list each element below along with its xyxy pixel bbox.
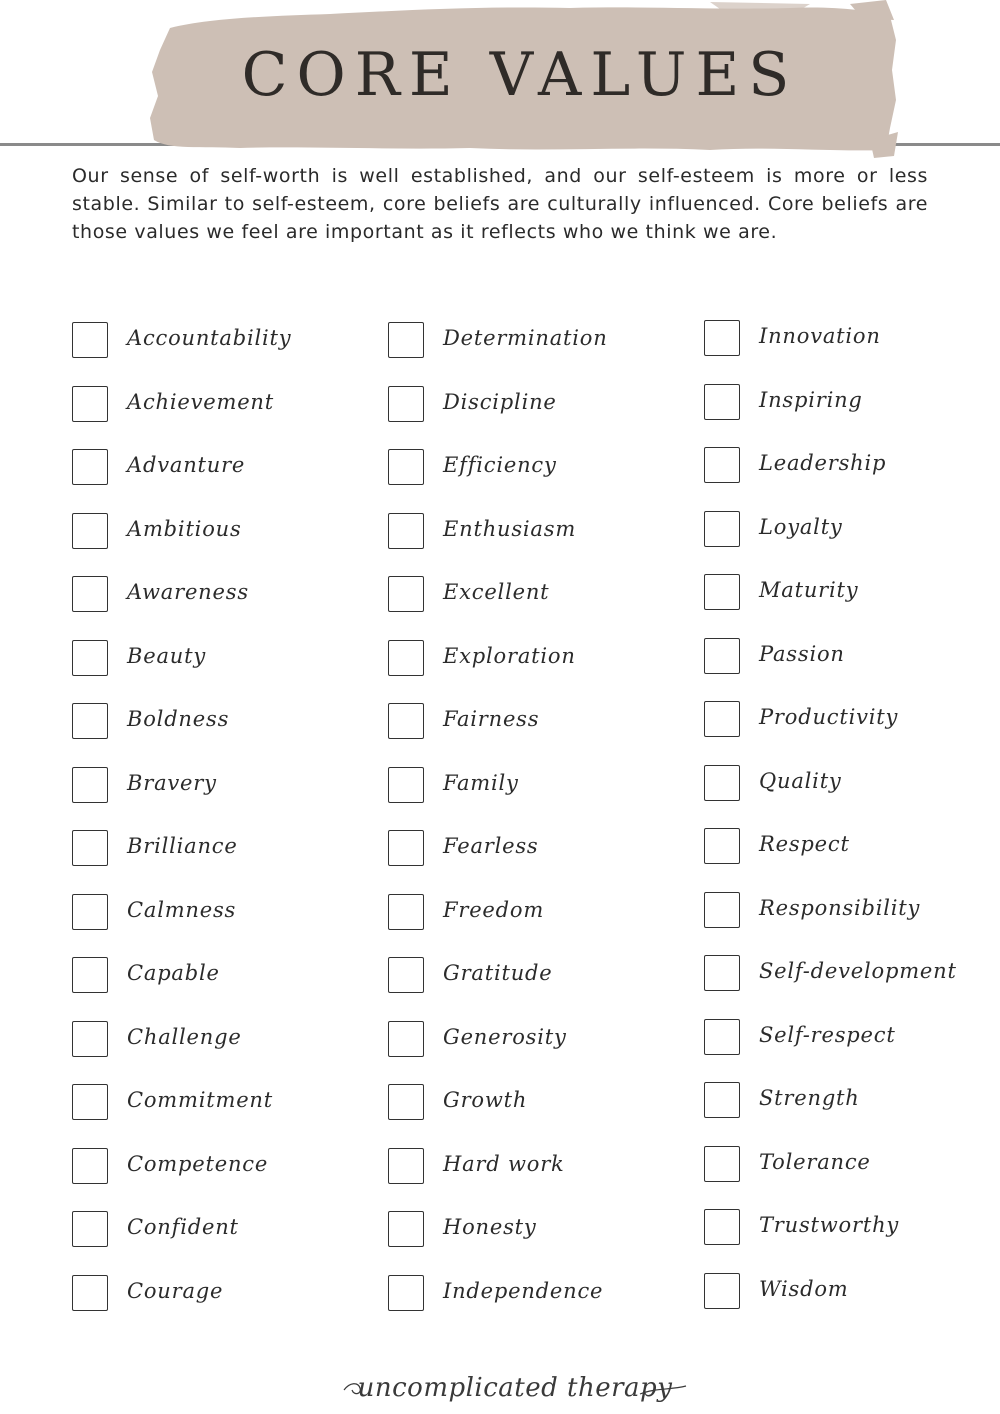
value-label: Freedom [443,897,545,922]
checkbox[interactable] [704,892,740,928]
page-title: CORE VALUES [241,40,799,110]
value-item[interactable] [704,892,1000,956]
value-item[interactable] [72,1211,372,1275]
value-item[interactable] [388,576,688,640]
value-item[interactable] [72,322,372,386]
value-item[interactable] [72,1148,372,1212]
value-item[interactable] [704,511,1000,575]
value-label: Awareness [127,580,249,604]
value-label: Ambitious [127,516,242,541]
value-item[interactable] [704,1273,1000,1337]
checkbox[interactable] [72,449,108,485]
checkbox[interactable] [388,1211,424,1247]
checkbox[interactable] [704,320,740,356]
value-item[interactable] [704,384,1000,448]
checkbox[interactable] [388,957,424,993]
checkbox[interactable] [72,1084,108,1120]
value-item[interactable] [388,1084,688,1148]
value-item[interactable] [72,957,372,1021]
value-label: Quality [759,768,842,793]
value-label: Growth [443,1088,528,1112]
value-item[interactable] [72,576,372,640]
value-label: Respect [759,832,850,856]
value-item[interactable] [388,767,688,831]
value-label: Productivity [759,705,899,729]
value-label: Confident [127,1215,239,1239]
value-label: Exploration [443,643,576,668]
values-column-2 [388,322,688,1338]
value-item[interactable] [72,1084,372,1148]
value-item[interactable] [388,449,688,513]
value-item[interactable] [388,386,688,450]
value-item[interactable] [72,1275,372,1339]
value-item[interactable] [72,1021,372,1085]
value-item[interactable] [388,957,688,1021]
value-label: Passion [759,641,845,666]
value-item[interactable] [388,1148,688,1212]
checkbox[interactable] [704,574,740,610]
value-label: Leadership [759,451,887,475]
checkbox[interactable] [704,638,740,674]
value-label: Efficiency [443,453,557,477]
value-item[interactable] [704,1082,1000,1146]
value-label: Independence [443,1278,604,1303]
value-item[interactable] [704,638,1000,702]
value-label: Achievement [127,389,274,414]
checkbox[interactable] [388,513,424,549]
footer-brand-text: uncomplicated therapy [357,1373,673,1403]
checkbox[interactable] [388,1148,424,1184]
value-label: Challenge [127,1024,242,1049]
value-label: Capable [127,961,220,985]
value-label: Honesty [443,1215,537,1239]
value-item[interactable] [704,765,1000,829]
value-label: Excellent [443,580,550,604]
value-item[interactable] [388,322,688,386]
value-item[interactable] [704,701,1000,765]
value-label: Accountability [127,326,292,350]
value-label: Generosity [443,1024,567,1049]
value-label: Hard work [443,1151,565,1176]
value-item[interactable] [388,640,688,704]
checkbox[interactable] [72,576,108,612]
value-label: Bravery [127,770,217,795]
value-label: Maturity [759,578,859,602]
checkbox[interactable] [388,830,424,866]
checkbox[interactable] [72,513,108,549]
value-item[interactable] [388,894,688,958]
value-item[interactable] [72,767,372,831]
flourish-icon [340,1368,690,1408]
value-item[interactable] [388,1275,688,1339]
value-label: Commitment [127,1088,273,1112]
checkbox[interactable] [704,1082,740,1118]
checkbox[interactable] [388,449,424,485]
checkbox[interactable] [704,701,740,737]
checkbox[interactable] [72,1021,108,1057]
value-label: Advanture [127,453,246,477]
value-label: Loyalty [759,514,843,539]
checkbox[interactable] [388,1084,424,1120]
checkbox[interactable] [388,322,424,358]
value-label: Responsibility [759,895,921,920]
value-label: Self-respect [759,1022,896,1047]
checkbox[interactable] [388,767,424,803]
values-column-3 [704,320,1000,1336]
checkbox[interactable] [704,1273,740,1309]
value-label: Fearless [443,834,539,858]
checkbox[interactable] [704,765,740,801]
value-item[interactable] [704,447,1000,511]
value-item[interactable] [388,1211,688,1275]
value-item[interactable] [704,828,1000,892]
value-item[interactable] [704,955,1000,1019]
checkbox[interactable] [72,640,108,676]
checkbox[interactable] [72,830,108,866]
checkbox[interactable] [388,894,424,930]
value-item[interactable] [704,1146,1000,1210]
value-item[interactable] [704,320,1000,384]
value-item[interactable] [704,574,1000,638]
value-label: Calmness [127,897,237,922]
value-label: Self-development [759,959,957,983]
checkbox[interactable] [388,1275,424,1311]
checkbox[interactable] [388,576,424,612]
value-item[interactable] [72,513,372,577]
value-item[interactable] [72,894,372,958]
checkbox[interactable] [704,447,740,483]
checkbox[interactable] [72,1148,108,1184]
value-item[interactable] [704,1019,1000,1083]
value-label: Inspiring [759,387,863,412]
value-label: Tolerance [759,1149,871,1174]
checkbox[interactable] [388,640,424,676]
value-item[interactable] [704,1209,1000,1273]
checkbox[interactable] [704,1209,740,1245]
value-label: Trustworthy [759,1213,900,1237]
value-label: Fairness [443,707,540,731]
value-item[interactable] [72,449,372,513]
value-label: Gratitude [443,961,553,985]
value-label: Family [443,770,519,795]
value-label: Strength [759,1086,860,1110]
checkbox[interactable] [388,1021,424,1057]
checkbox[interactable] [72,767,108,803]
checkbox[interactable] [704,955,740,991]
value-label: Courage [127,1278,224,1303]
checkbox[interactable] [388,703,424,739]
value-label: Competence [127,1151,269,1176]
checkbox[interactable] [388,386,424,422]
value-label: Discipline [443,389,557,414]
values-column-1 [72,322,372,1338]
checkbox[interactable] [704,1146,740,1182]
checkbox[interactable] [72,957,108,993]
value-label: Beauty [127,643,207,668]
value-item[interactable] [388,1021,688,1085]
checkbox[interactable] [72,703,108,739]
checkbox[interactable] [72,894,108,930]
checkbox[interactable] [72,1275,108,1311]
value-label: Brilliance [127,834,238,858]
value-item[interactable] [388,513,688,577]
value-item[interactable] [72,386,372,450]
value-item[interactable] [388,703,688,767]
value-label: Wisdom [759,1276,849,1301]
value-label: Boldness [127,707,230,731]
checkbox[interactable] [704,384,740,420]
checkbox[interactable] [704,511,740,547]
footer-brand [340,1368,690,1408]
value-item[interactable] [72,703,372,767]
checkbox[interactable] [704,1019,740,1055]
value-item[interactable] [72,830,372,894]
value-label: Enthusiasm [443,516,577,541]
checkbox[interactable] [704,828,740,864]
intro-paragraph: Our sense of self-worth is well established, and our self-esteem is more or less stable. Similar to self-esteem, core beliefs are culturally influenced. Core beliefs are those values we feel are important as it reflects who we think we are. [72,165,928,243]
value-item[interactable] [388,830,688,894]
checkbox[interactable] [72,386,108,422]
value-item[interactable] [72,640,372,704]
checkbox[interactable] [72,322,108,358]
value-label: Determination [443,326,608,350]
value-label: Innovation [759,324,881,348]
checkbox[interactable] [72,1211,108,1247]
